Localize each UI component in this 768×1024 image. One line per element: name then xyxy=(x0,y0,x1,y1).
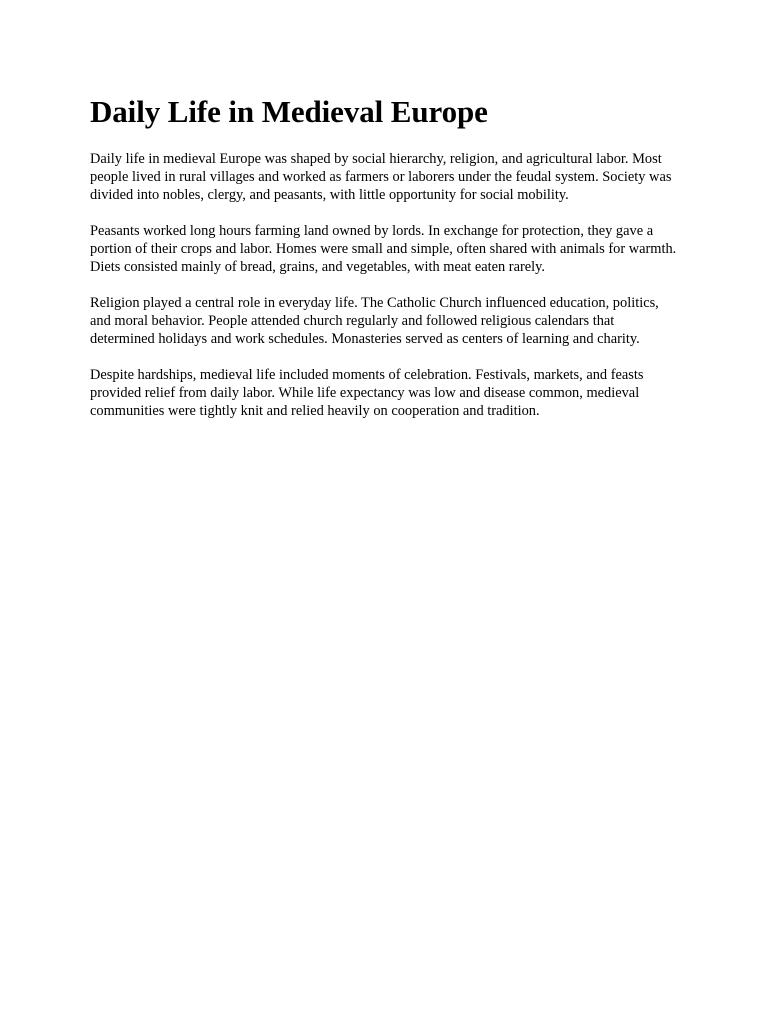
paragraph-peasants: Peasants worked long hours farming land owned by lords. In exchange for protection, they gave a portion of their crops and labor. Homes were small and simple, often shared with animals for warmth. Diets consisted mainly of bread, grains, and vegetables, with meat eaten rarely. xyxy=(90,223,677,275)
paragraph-celebration: Despite hardships, medieval life included moments of celebration. Festivals, markets, and feasts provided relief from daily labor. While life expectancy was low and disease common, medieval communities were tightly knit and relied heavily on cooperation and tradition. xyxy=(90,367,644,419)
paragraph-social-hierarchy: Daily life in medieval Europe was shaped by social hierarchy, religion, and agricultural labor. Most people lived in rural villages and worked as farmers or laborers under the feudal system. Society was divided into nobles, clergy, and peasants, with little opportunity for social mobility. xyxy=(90,151,672,203)
document-body xyxy=(90,94,680,438)
paragraph-religion: Religion played a central role in everyday life. The Catholic Church influenced education, politics, and moral behavior. People attended church regularly and followed religious calendars that determined holidays and work schedules. Monasteries served as centers of learning and charity. xyxy=(90,295,659,347)
document-title: Daily Life in Medieval Europe xyxy=(90,94,488,129)
